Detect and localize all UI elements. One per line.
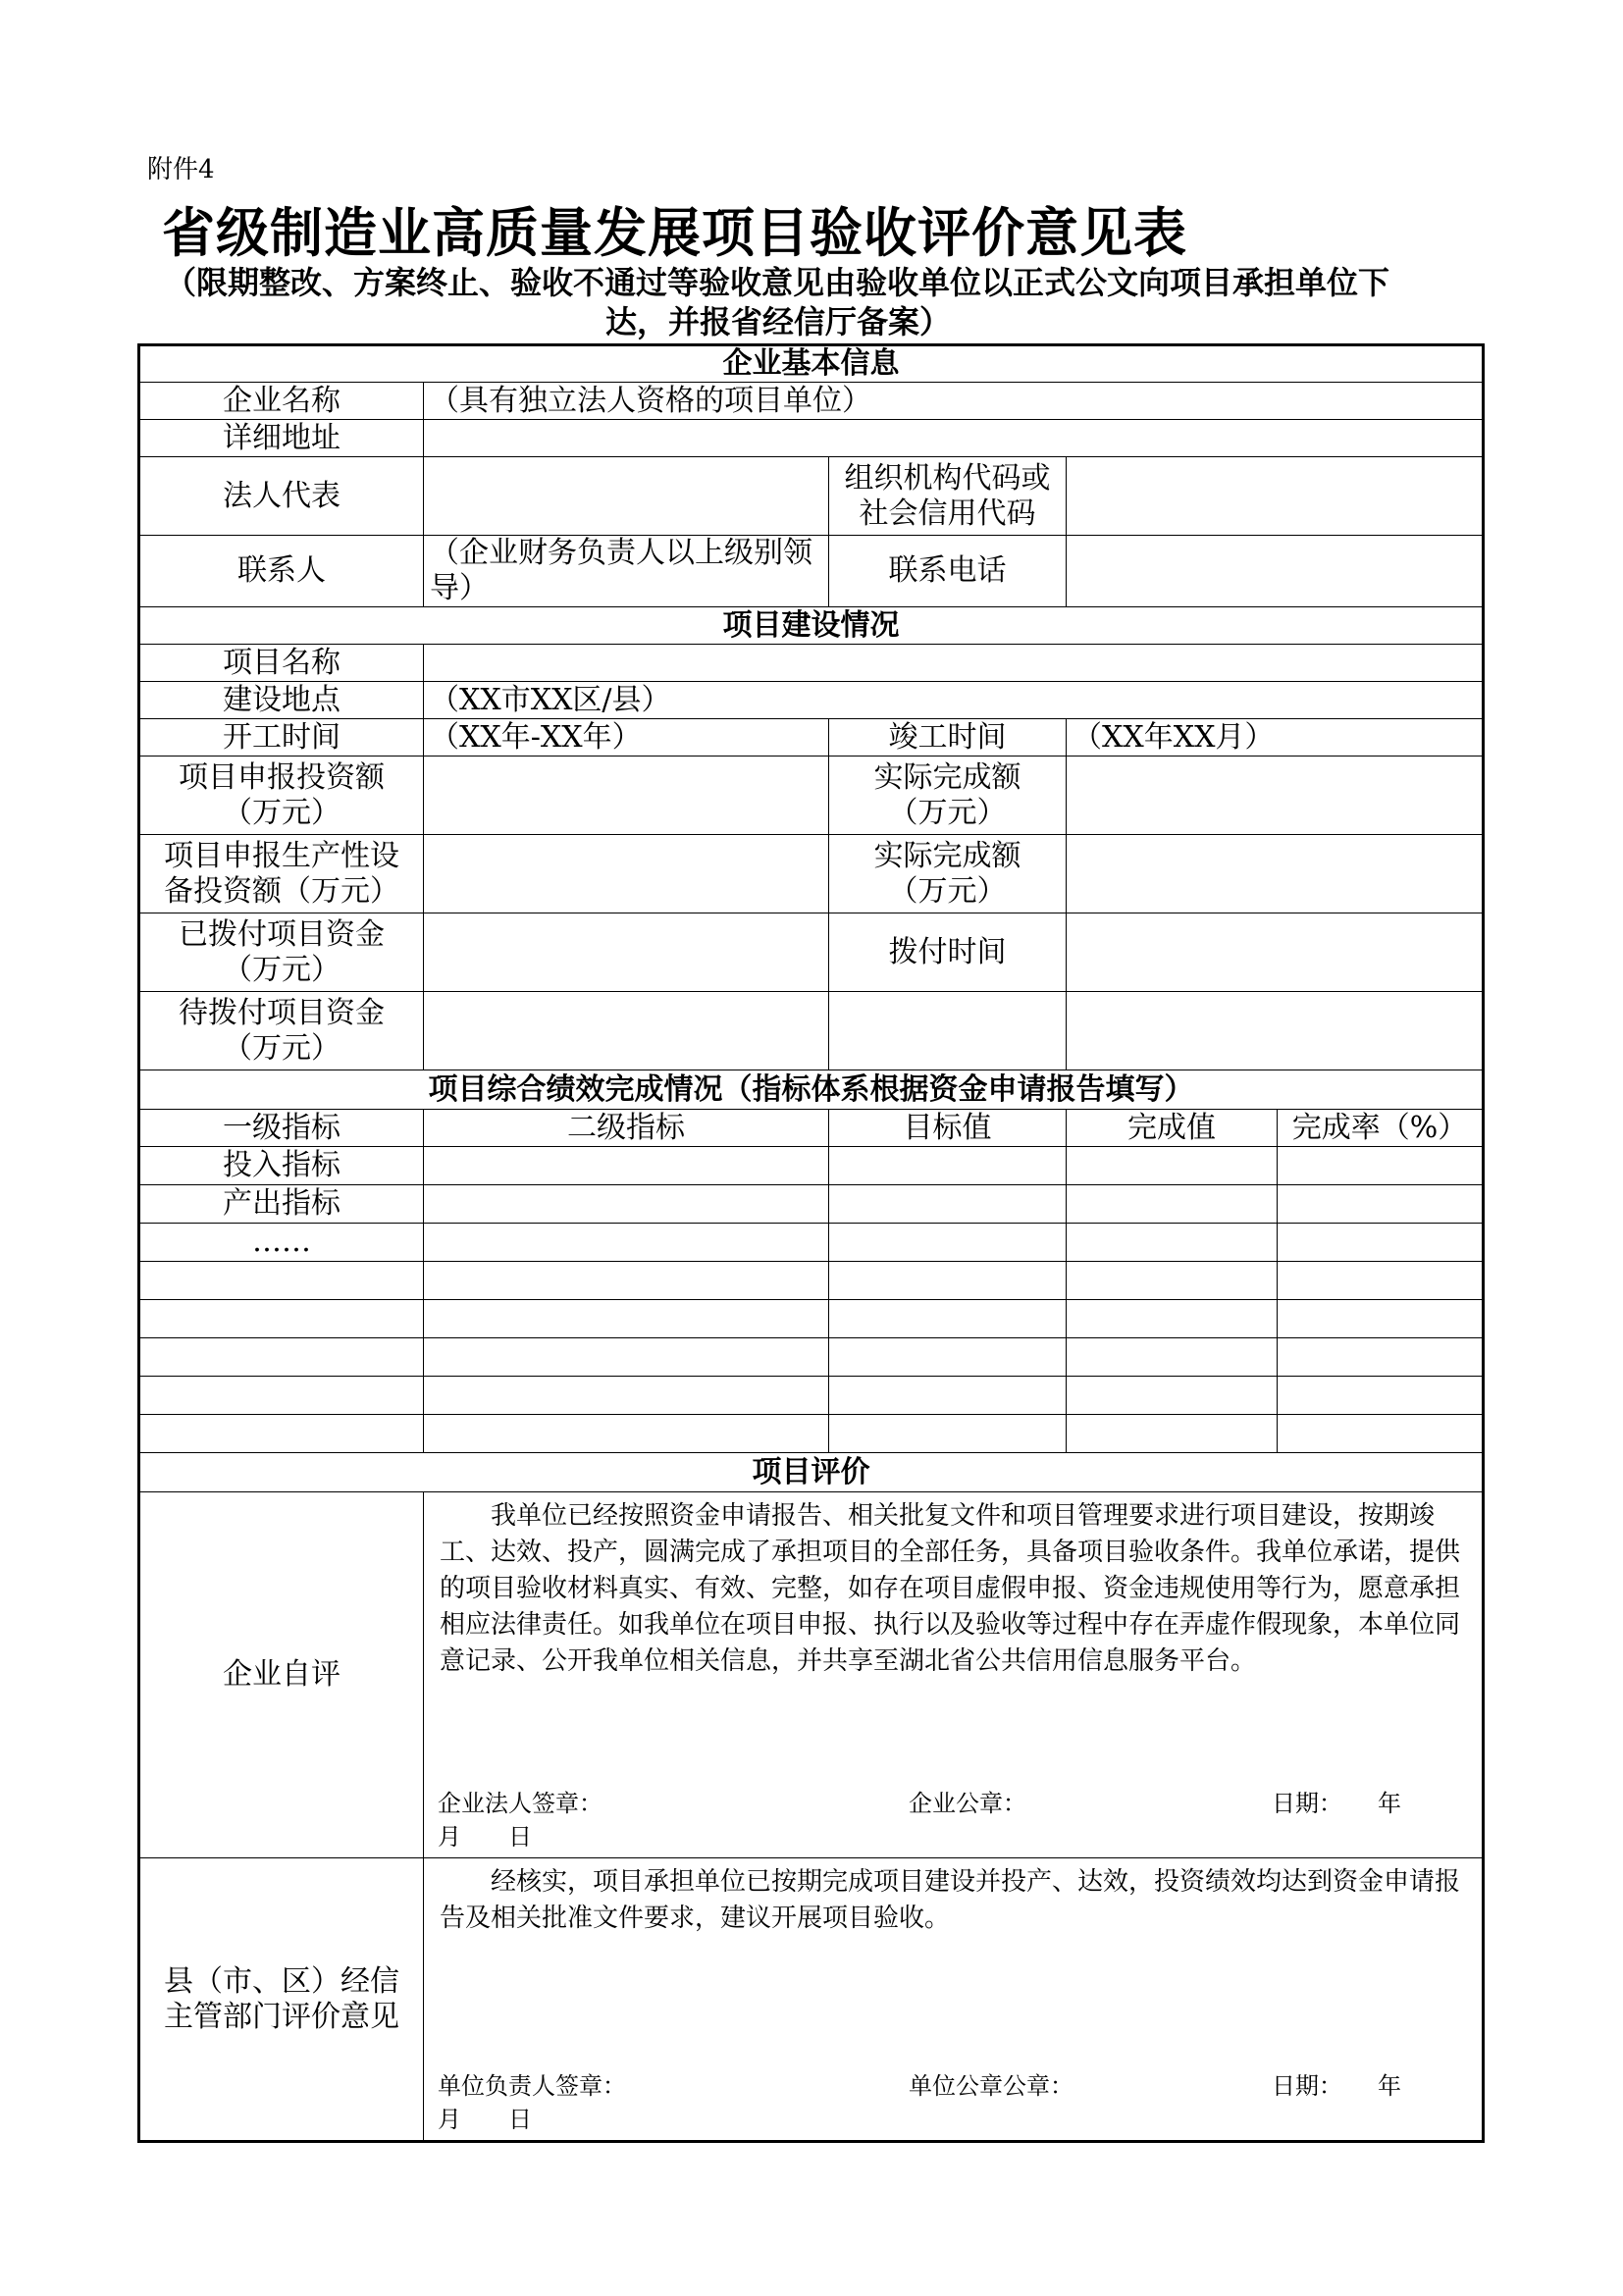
declared-investment-label [139, 757, 424, 835]
table-cell[interactable] [139, 1300, 424, 1338]
table-cell[interactable] [424, 1262, 829, 1300]
header-target-value: 目标值 [829, 1110, 1067, 1147]
table-cell[interactable] [424, 1224, 829, 1262]
table-cell[interactable] [829, 1338, 1067, 1377]
self-date-line2: 月 日 [438, 1823, 532, 1851]
start-time-field[interactable]: （XX年-XX年） [424, 719, 829, 757]
actual-equipment-label [829, 835, 1067, 913]
table-cell[interactable] [829, 1262, 1067, 1300]
table-cell[interactable] [829, 1415, 1067, 1453]
contact-label: 联系人 [139, 536, 424, 607]
unit-head-signature: 单位负责人签章： [438, 2072, 626, 2100]
form-title: 省级制造业高质量发展项目验收评价意见表 [162, 202, 1187, 264]
self-date: 日期： 年 [1272, 1790, 1401, 1817]
table-cell[interactable] [829, 1377, 1067, 1415]
indicator-input: 投入指标 [139, 1147, 424, 1185]
declared-investment-label-line1: 项目申报投资额 [179, 759, 385, 795]
table-cell[interactable] [1067, 1224, 1278, 1262]
allocated-funds-field[interactable] [424, 913, 829, 992]
header-level2-indicator: 二级指标 [424, 1110, 829, 1147]
pending-funds-label-line1: 待拨付项目资金 [179, 995, 385, 1030]
county-evaluation-label [139, 1858, 424, 2142]
table-row [139, 1224, 1484, 1262]
table-cell[interactable] [1067, 1415, 1278, 1453]
county-label-line1: 县（市、区）经信 [164, 1963, 399, 1999]
county-evaluation-cell[interactable] [424, 1858, 1484, 2142]
table-row [139, 1415, 1484, 1453]
allocated-funds-label-line2: （万元） [223, 952, 340, 987]
legal-rep-signature: 企业法人签章： [438, 1790, 602, 1817]
actual-equipment-label-line1: 实际完成额 [873, 838, 1021, 873]
section-construction: 项目建设情况 [139, 607, 1484, 645]
subtitle-line-1: （限期整改、方案终止、验收不通过等验收意见由验收单位以正式公文向项目承担单位下 [165, 264, 1390, 301]
legal-rep-label: 法人代表 [139, 457, 424, 536]
table-cell[interactable] [829, 1224, 1067, 1262]
county-date-line2: 月 日 [438, 2106, 532, 2133]
section-evaluation: 项目评价 [139, 1453, 1484, 1492]
pending-funds-label-line2: （万元） [223, 1030, 340, 1066]
header-level1-indicator: 一级指标 [139, 1110, 424, 1147]
declared-investment-label-line2: （万元） [223, 795, 340, 830]
self-evaluation-cell[interactable] [424, 1492, 1484, 1858]
actual-amount-field[interactable] [1067, 757, 1484, 835]
county-label-line2: 主管部门评价意见 [164, 1999, 399, 2034]
org-code-label [829, 457, 1067, 536]
table-cell[interactable] [1278, 1262, 1484, 1300]
table-cell[interactable] [1067, 1300, 1278, 1338]
table-cell[interactable] [139, 1338, 424, 1377]
table-cell[interactable] [829, 1185, 1067, 1224]
table-cell[interactable] [1067, 1185, 1278, 1224]
table-cell[interactable] [424, 1300, 829, 1338]
table-cell[interactable] [1067, 1147, 1278, 1185]
table-cell[interactable] [1067, 1377, 1278, 1415]
table-row [139, 1300, 1484, 1338]
table-cell[interactable] [1278, 1300, 1484, 1338]
form-subtitle [165, 263, 1480, 341]
company-name-label: 企业名称 [139, 383, 424, 420]
pending-extra-field-2[interactable] [1067, 992, 1484, 1070]
company-seal: 企业公章： [909, 1790, 1026, 1817]
allocation-time-field[interactable] [1067, 913, 1484, 992]
county-evaluation-text: 经核实，项目承担单位已按期完成项目建设并投产、达效，投资绩效均达到资金申请报告及相关批准文件要求，建议开展项目验收。 [440, 1867, 1461, 1933]
table-row [139, 1147, 1484, 1185]
table-cell[interactable] [1278, 1224, 1484, 1262]
table-row [139, 1185, 1484, 1224]
self-evaluation-signature [430, 1783, 1476, 1857]
declared-investment-field[interactable] [424, 757, 829, 835]
evaluation-form-table [137, 343, 1485, 2143]
table-cell[interactable] [424, 1147, 829, 1185]
org-code-label-line2: 社会信用代码 [859, 496, 1036, 531]
allocation-time-label: 拨付时间 [829, 913, 1067, 992]
declared-equipment-label [139, 835, 424, 913]
table-cell[interactable] [1278, 1185, 1484, 1224]
county-date: 日期： 年 [1272, 2072, 1401, 2100]
self-evaluation-label: 企业自评 [139, 1492, 424, 1858]
declared-equipment-field[interactable] [424, 835, 829, 913]
table-cell[interactable] [829, 1300, 1067, 1338]
table-cell[interactable] [424, 1415, 829, 1453]
unit-seal: 单位公章公章： [909, 2072, 1073, 2100]
address-label: 详细地址 [139, 420, 424, 457]
table-cell[interactable] [424, 1338, 829, 1377]
self-evaluation-text: 我单位已经按照资金申请报告、相关批复文件和项目管理要求进行项目建设，按期竣工、达效、投产，圆满完成了承担项目的全部任务，具备项目验收条件。我单位承诺，提供的项目验收材料真实、有效、完整，如存在项目虚假申报、资金违规使用等行为，愿意承担相应法律责任。如我单位在项目申报、执行以及验收等过程中存在弄虚作假现象，本单位同意记录、公开我单位相关信息，并共享至湖北省公共信用信息服务平台。 [440, 1501, 1461, 1676]
location-label: 建设地点 [139, 682, 424, 719]
table-cell[interactable] [424, 1377, 829, 1415]
header-completed-value: 完成值 [1067, 1110, 1278, 1147]
phone-field[interactable] [1067, 536, 1484, 607]
table-row [139, 1377, 1484, 1415]
table-row [139, 1262, 1484, 1300]
table-cell[interactable] [829, 1147, 1067, 1185]
pending-funds-field[interactable] [424, 992, 829, 1070]
table-cell[interactable] [139, 1262, 424, 1300]
actual-amount-label [829, 757, 1067, 835]
table-cell[interactable] [1278, 1415, 1484, 1453]
actual-equipment-label-line2: （万元） [888, 873, 1007, 909]
attachment-number: 附件4 [147, 155, 215, 184]
completion-time-field[interactable]: （XX年XX月） [1067, 719, 1484, 757]
pending-extra-field[interactable] [829, 992, 1067, 1070]
company-name-field[interactable]: （具有独立法人资格的项目单位） [424, 383, 1484, 420]
subtitle-line-2: 达，并报省经信厅备案） [604, 303, 951, 340]
org-code-field[interactable] [1067, 457, 1484, 536]
section-performance: 项目综合绩效完成情况（指标体系根据资金申请报告填写） [139, 1070, 1484, 1110]
contact-field[interactable]: （企业财务负责人以上级别领导） [424, 536, 829, 607]
declared-equipment-label-line2: 备投资额（万元） [164, 873, 399, 909]
actual-amount-label-line2: （万元） [888, 795, 1007, 830]
table-cell[interactable] [1067, 1338, 1278, 1377]
org-code-label-line1: 组织机构代码或 [844, 460, 1051, 496]
pending-funds-label [139, 992, 424, 1070]
table-cell[interactable] [1067, 1262, 1278, 1300]
indicator-output: 产出指标 [139, 1185, 424, 1224]
section-basic-info: 企业基本信息 [139, 345, 1484, 383]
location-field[interactable]: （XX市XX区/县） [424, 682, 1484, 719]
legal-rep-field[interactable] [424, 457, 829, 536]
county-evaluation-signature [430, 2065, 1476, 2140]
indicator-ellipsis: …… [139, 1224, 424, 1262]
phone-label: 联系电话 [829, 536, 1067, 607]
project-name-field[interactable] [424, 645, 1484, 682]
actual-equipment-field[interactable] [1067, 835, 1484, 913]
actual-amount-label-line1: 实际完成额 [873, 759, 1021, 795]
allocated-funds-label [139, 913, 424, 992]
start-time-label: 开工时间 [139, 719, 424, 757]
header-completion-rate: 完成率（%） [1278, 1110, 1484, 1147]
table-cell[interactable] [424, 1185, 829, 1224]
table-row [139, 1338, 1484, 1377]
table-cell[interactable] [1278, 1338, 1484, 1377]
address-field[interactable] [424, 420, 1484, 457]
allocated-funds-label-line1: 已拨付项目资金 [179, 916, 385, 952]
table-cell[interactable] [1278, 1377, 1484, 1415]
table-cell[interactable] [139, 1415, 424, 1453]
completion-time-label: 竣工时间 [829, 719, 1067, 757]
table-cell[interactable] [1278, 1147, 1484, 1185]
project-name-label: 项目名称 [139, 645, 424, 682]
declared-equipment-label-line1: 项目申报生产性设 [164, 838, 399, 873]
table-cell[interactable] [139, 1377, 424, 1415]
